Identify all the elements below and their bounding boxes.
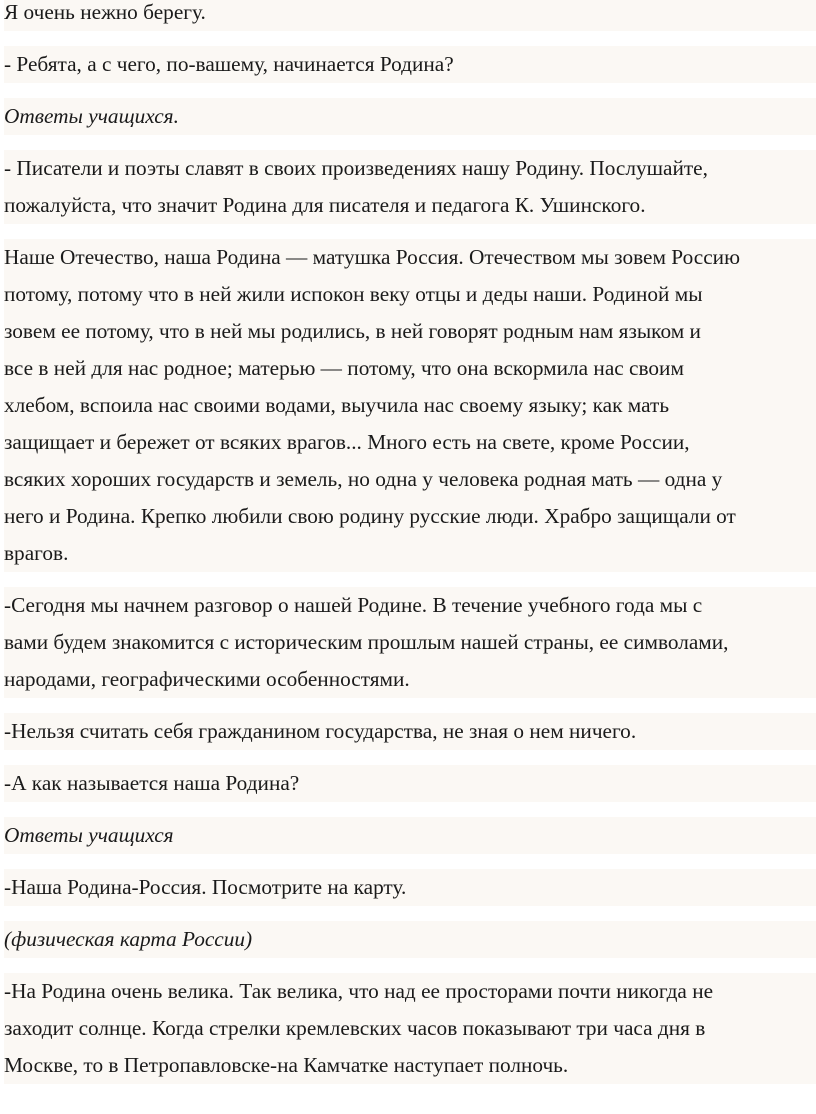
text-line: (физическая карта России) <box>4 921 816 958</box>
text-line: -Нельзя считать себя гражданином государства, не зная о нем ничего. <box>4 713 816 750</box>
text-line: защищает и бережет от всяких врагов... Много есть на свете, кроме России, <box>4 424 816 461</box>
text-line: Ответы учащихся. <box>4 98 816 135</box>
text-line: Я очень нежно берегу. <box>4 0 816 31</box>
text-line: врагов. <box>4 535 816 572</box>
text-line: хлебом, вспоила нас своими водами, выучила нас своему языку; как мать <box>4 387 816 424</box>
text-line: - Писатели и поэты славят в своих произведениях нашу Родину. Послушайте, <box>4 150 816 187</box>
paragraph <box>4 765 816 802</box>
text-line: Москве, то в Петропавловске-на Камчатке наступает полночь. <box>4 1047 816 1084</box>
text-line: зовем ее потому, что в ней мы родились, в ней говорят родным нам языком и <box>4 313 816 350</box>
text-line: все в ней для нас родное; матерью — потому, что она вскормила нас своим <box>4 350 816 387</box>
paragraph-italic <box>4 921 816 958</box>
text-line: -Наша Родина-Россия. Посмотрите на карту. <box>4 869 816 906</box>
text-line: - Ребята, а с чего, по-вашему, начинается Родина? <box>4 46 816 83</box>
text-line: Наше Отечество, наша Родина — матушка Россия. Отечеством мы зовем Россию <box>4 239 816 276</box>
text-line: -На Родина очень велика. Так велика, что над ее просторами почти никогда не <box>4 973 816 1010</box>
text-line: заходит солнце. Когда стрелки кремлевских часов показывают три часа дня в <box>4 1010 816 1047</box>
paragraph-italic <box>4 98 816 135</box>
text-line: всяких хороших государств и земель, но одна у человека родная мать — одна у <box>4 461 816 498</box>
text-line: вами будем знакомится с историческим прошлым нашей страны, ее символами, <box>4 624 816 661</box>
text-line: пожалуйста, что значит Родина для писателя и педагога К. Ушинского. <box>4 187 816 224</box>
paragraph <box>4 587 816 698</box>
text-line: -А как называется наша Родина? <box>4 765 816 802</box>
text-line: народами, географическими особенностями. <box>4 661 816 698</box>
paragraph <box>4 973 816 1084</box>
text-line: него и Родина. Крепко любили свою родину русские люди. Храбро защищали от <box>4 498 816 535</box>
paragraph-quote <box>4 239 816 572</box>
text-line: -Сегодня мы начнем разговор о нашей Родине. В течение учебного года мы с <box>4 587 816 624</box>
paragraph <box>4 713 816 750</box>
paragraph <box>4 869 816 906</box>
text-line: Ответы учащихся <box>4 817 816 854</box>
text-line: потому, потому что в ней жили испокон веку отцы и деды наши. Родиной мы <box>4 276 816 313</box>
paragraph <box>4 0 816 31</box>
paragraph-italic <box>4 817 816 854</box>
paragraph <box>4 46 816 83</box>
paragraph <box>4 150 816 224</box>
